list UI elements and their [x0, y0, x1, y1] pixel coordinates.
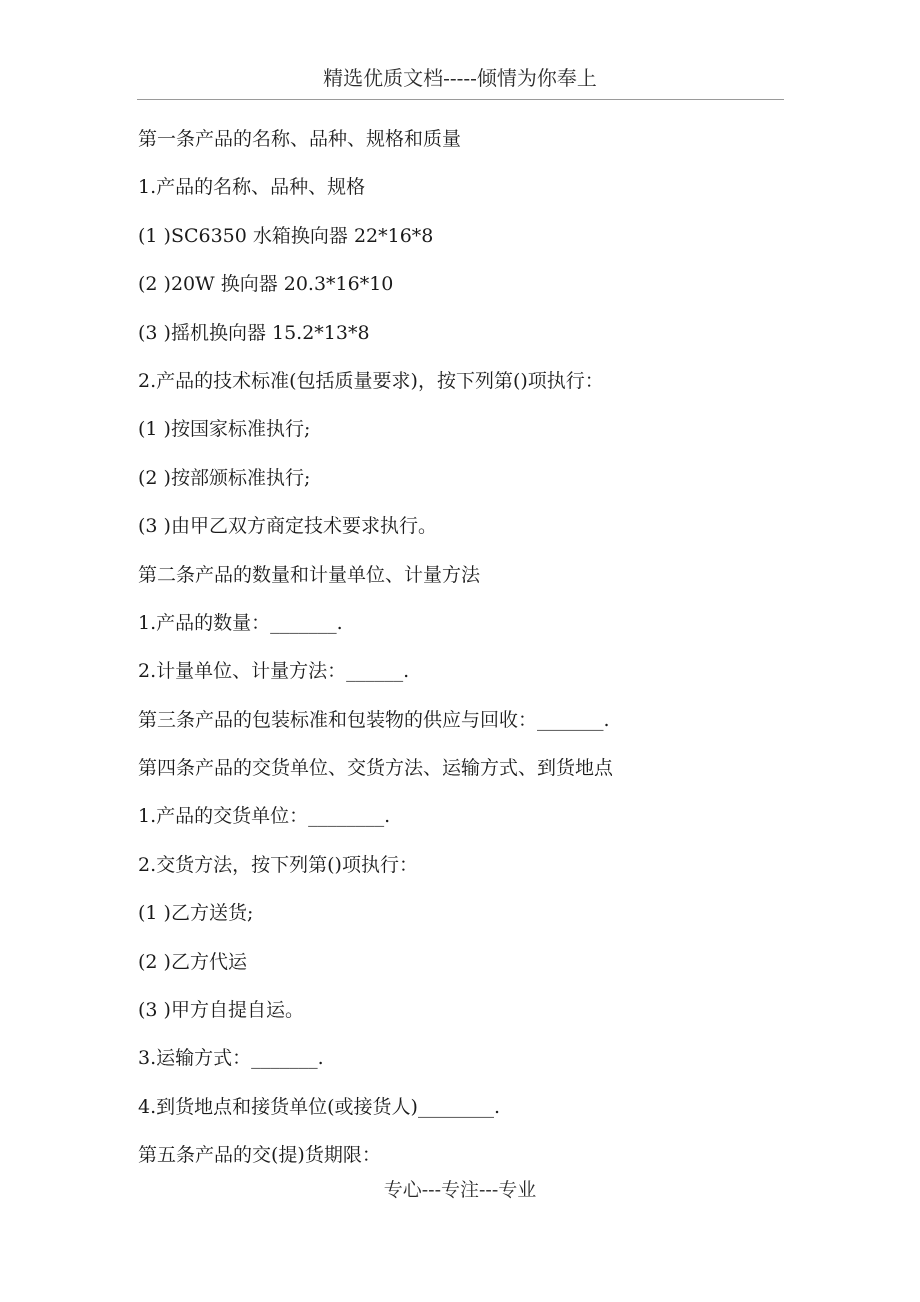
clause-heading-4: 第四条产品的交货单位、交货方法、运输方式、到货地点: [138, 757, 614, 780]
clause-heading-2: 第二条产品的数量和计量单位、计量方法: [138, 563, 481, 586]
document-line: 2.产品的技术标准(包括质量要求)，按下列第()项执行：: [138, 369, 604, 392]
document-line: 2.交货方法，按下列第()项执行：: [138, 853, 418, 876]
document-line: (2 )20W 换向器 20.3*16*10: [138, 273, 394, 296]
document-line: 4.到货地点和接货单位(或接货人)________.: [138, 1095, 500, 1118]
document-line: (1 )乙方送货;: [138, 902, 254, 925]
page-header: 精选优质文档-----倾情为你奉上: [323, 66, 597, 90]
document-line: (3 )由甲乙双方商定技术要求执行。: [138, 515, 437, 538]
document-line: (2 )乙方代运: [138, 950, 247, 973]
document-line: 1.产品的数量：_______.: [138, 611, 343, 634]
document-line: 1.产品的交货单位：________.: [138, 805, 391, 828]
document-line: 2.计量单位、计量方法：______.: [138, 660, 410, 683]
header-divider: [137, 99, 784, 100]
clause-heading-5: 第五条产品的交(提)货期限：: [138, 1144, 381, 1167]
document-body: [138, 121, 798, 1186]
clause-heading-3: 第三条产品的包装标准和包装物的供应与回收：_______.: [138, 708, 610, 731]
document-line: 1.产品的名称、品种、规格: [138, 176, 366, 199]
document-line: (1 )SC6350 水箱换向器 22*16*8: [138, 224, 434, 247]
document-line: (3 )甲方自提自运。: [138, 999, 304, 1022]
document-line: (2 )按部颁标准执行;: [138, 466, 311, 489]
clause-heading-1: 第一条产品的名称、品种、规格和质量: [138, 128, 462, 150]
document-line: 3.运输方式：_______.: [138, 1047, 324, 1070]
document-line: (3 )摇机换向器 15.2*13*8: [138, 321, 370, 344]
page-footer: 专心---专注---专业: [383, 1179, 537, 1201]
document-line: (1 )按国家标准执行;: [138, 418, 311, 441]
